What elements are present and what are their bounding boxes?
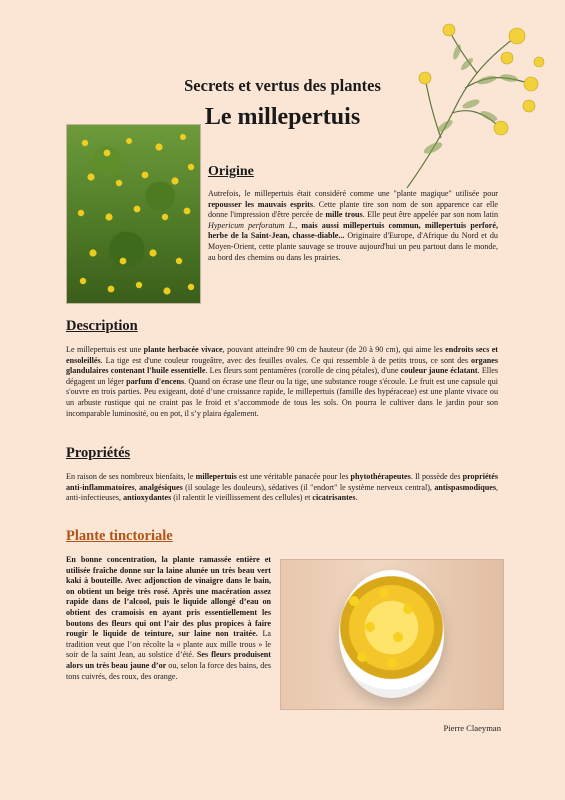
- text: Originaire d'Europe, d'Afrique du Nord et du Moyen-Orient, cette plante sauvage se trouve aujourd'hui un peu partout dans le monde, au bord des chemins ou dans les prairies.: [208, 231, 498, 262]
- section-heading: Origine: [208, 164, 254, 179]
- flower-icon: [365, 622, 375, 632]
- text: .: [355, 493, 358, 503]
- section-description: [66, 318, 498, 419]
- emphasis: antispasmodiques: [434, 482, 496, 492]
- text: , pouvant atteindre 90 cm de hauteur (de 20 à 90 cm), qui aime les: [222, 345, 446, 354]
- section-origine: [208, 164, 498, 263]
- section-heading: Plante tinctoriale: [66, 528, 173, 544]
- emphasis: En bonne concentration, la plante ramassée entière et utilisée fraîche donne sur la laine alunée un très beau vert kaki à bouteille. Avec adjonction de vinaigre dans le bain, on obtient un beige très rosé. Après une macération assez rapide dans de l’alcool, puis le liquide allongé d’eau on obtient des cramoisis en ayant pris essentiellement les boutons des fleurs qui ont l’air des plus propices à faire rougir le liquide de teinture, sur laine non traitée.: [66, 555, 271, 639]
- emphasis: couleur jaune éclatant: [400, 366, 478, 376]
- text: Autrefois, le millepertuis était considéré comme une "plante magique" utilisée pour: [208, 189, 498, 198]
- emphasis: Ses fleurs produisent alors un très beau jaune d’or: [66, 650, 271, 670]
- shrub-flowers-icon: [67, 125, 200, 303]
- emphasis: millepertuis: [195, 472, 237, 481]
- section-proprietes: [66, 445, 498, 504]
- emphasis: analgésiques: [139, 482, 183, 492]
- emphasis: parfum d'encens: [126, 376, 185, 386]
- flower-icon: [403, 604, 413, 614]
- section-heading: Description: [66, 318, 138, 334]
- section-paragraph: [66, 555, 271, 682]
- text: . Les fleurs sont pentamères (corolle de cinq pétales), d'une: [205, 366, 401, 376]
- text: En raison de ses nombreux bienfaits, le: [66, 472, 196, 481]
- emphasis: antioxydantes: [123, 493, 172, 503]
- emphasis: mais aussi millepertuis commun, millepertuis perforé, herbe de la Saint-Jean, chasse-diable...: [208, 220, 499, 241]
- text: (il soulage les douleurs), sédatives (il "endort" le système nerveux central),: [182, 482, 435, 492]
- section-paragraph: [66, 472, 498, 504]
- text: . Elle peut être appelée par son nom latin: [362, 210, 498, 220]
- section-heading: Propriétés: [66, 445, 131, 461]
- section-paragraph: [208, 189, 498, 263]
- flower-icon: [387, 658, 397, 668]
- emphasis: cicatrisantes: [312, 493, 356, 503]
- text: est une véritable panacée pour les: [236, 472, 351, 481]
- signature: Pierre Claeyman: [443, 723, 501, 733]
- dried-flowers-bowl-photo: [280, 559, 504, 710]
- section-tinctoriale: [66, 528, 271, 682]
- latin-name: Hypericum perforatum L.: [208, 220, 296, 230]
- emphasis: propriétés anti-inflammatoires: [66, 472, 498, 492]
- bowl-of-flowers: [339, 570, 444, 698]
- text: , anti-infectieuses,: [66, 482, 498, 503]
- text: Le millepertuis est une: [66, 345, 144, 354]
- text: ou, selon la force des bains, des tons cuivrés, des roux, des orange.: [66, 660, 271, 681]
- emphasis: mille trous: [325, 210, 363, 220]
- flower-icon: [357, 652, 367, 662]
- emphasis: phytothérapeutes: [350, 472, 411, 481]
- text: ,: [134, 482, 140, 492]
- flower-icon: [349, 596, 359, 606]
- emphasis: organes glandulaires contenant l'huile essentielle: [66, 355, 498, 376]
- text: . Elles dégagent un léger: [66, 366, 499, 386]
- emphasis: endroits secs et ensoleillés: [66, 345, 498, 365]
- text: . La tige est d'une couleur rougeâtre, avec des feuilles ovales. Ce qui ressemble à de petits trous, ce sont des: [100, 355, 472, 365]
- page-title: Le millepertuis: [204, 104, 361, 130]
- text: . Quand on écrase une fleur ou la tige, une substance rouge s'écoule. Le fruit est une capsule qui s'ouvre en trois parties. Peu exigeant, doté d’une croissance rapide, le millepertuis (famille des hypéraceae) est une plante vivace ou un arbuste rustique qui ne craint pas le froid et s’accommode de tous les sols. On pourra le cultiver dans le jardin pour son incomparable luminosité, ou en pot, il s’y plaira également.: [66, 376, 498, 418]
- section-paragraph: [66, 345, 498, 419]
- text: ,: [295, 220, 302, 230]
- emphasis: repousser les mauvais esprits: [208, 199, 314, 209]
- emphasis: plante herbacée vivace: [143, 345, 223, 354]
- millepertuis-shrub-photo: [66, 124, 201, 304]
- flower-icon: [393, 632, 403, 642]
- flower-icon: [379, 588, 389, 598]
- text: . Cette plante tire son nom de son apparence car elle donne l'impression d'être percée de: [208, 199, 499, 220]
- text: La tradition veut que l’on récolte la « plante aux mille trous » le soir de la saint Jean, au solstice d’été.: [66, 629, 271, 660]
- header-kicker: Secrets et vertus des plantes: [184, 76, 381, 95]
- text: . Il possède des: [410, 472, 463, 481]
- text: (il ralentit le vieillissement des cellules) et: [171, 493, 313, 503]
